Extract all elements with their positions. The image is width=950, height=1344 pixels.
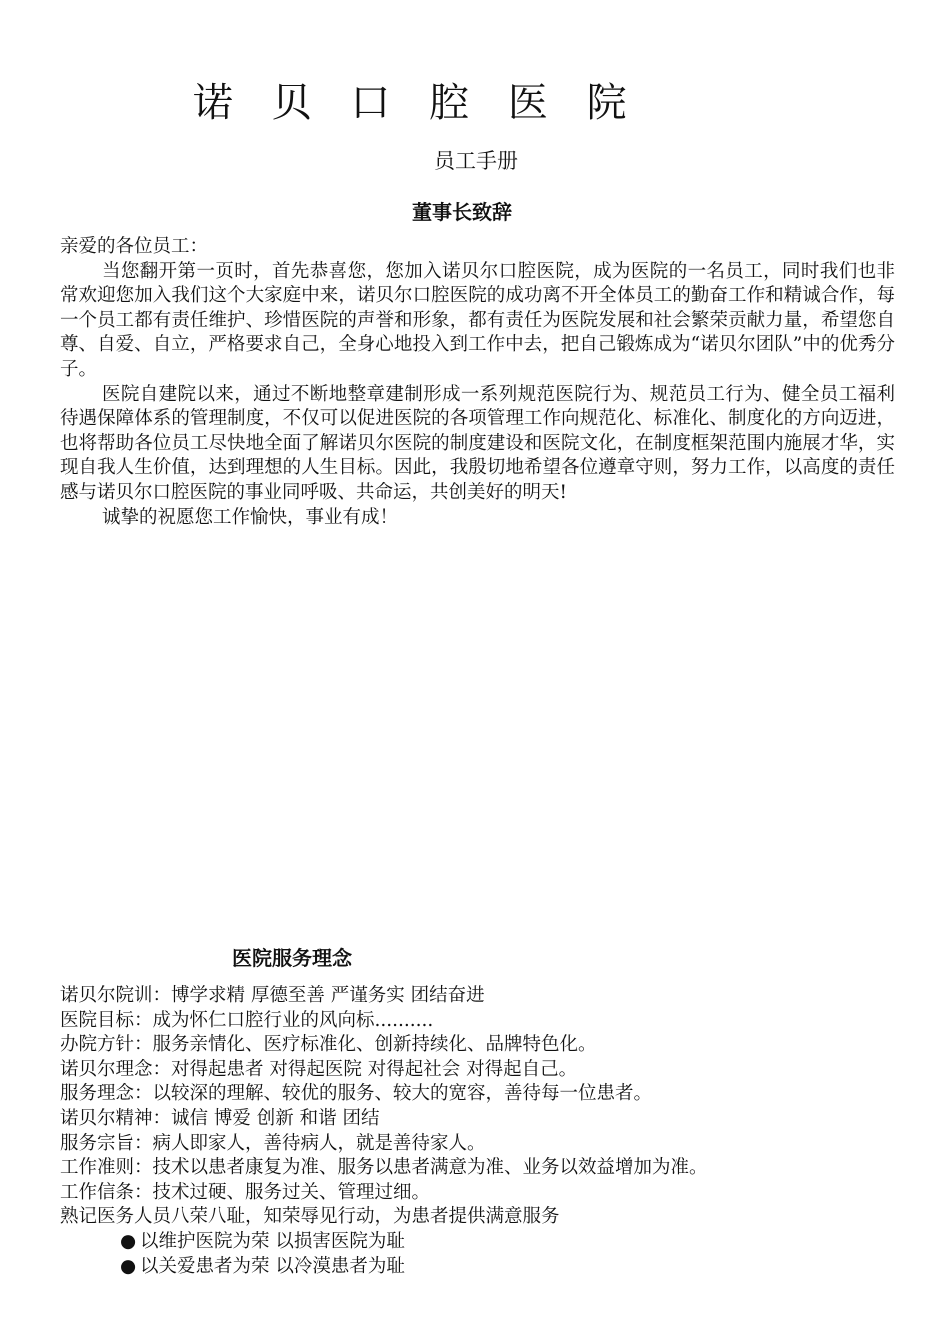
bullet-text: 以关爱患者为荣 以冷漠患者为耻	[140, 1255, 405, 1277]
page-subtitle	[0, 146, 950, 176]
bullet-item	[60, 1255, 920, 1280]
bullet-text: 以维护医院为荣 以损害医院为耻	[140, 1230, 405, 1252]
chairman-letter	[60, 235, 895, 530]
bullet-icon: ●	[120, 1230, 137, 1252]
subtitle-text: 员工手册	[434, 149, 518, 173]
list-item: 诺贝尔理念：对得起患者 对得起医院 对得起社会 对得起自己。	[60, 1058, 578, 1080]
service-philosophy-list	[60, 984, 920, 1279]
list-item: 工作信条：技术过硬、服务过关、管理过细。	[60, 1181, 431, 1203]
list-item: 工作准则：技术以患者康复为准、服务以患者满意为准、业务以效益增加为准。	[60, 1157, 708, 1179]
page-title: 诺 贝 口 腔 医 院	[193, 80, 640, 126]
chairman-address-heading: 董事长致辞	[412, 200, 512, 224]
list-item: 熟记医务人员八荣八耻，知荣辱见行动，为患者提供满意服务	[60, 1206, 560, 1228]
service-philosophy-heading: 医院服务理念	[232, 946, 352, 970]
letter-closing: 诚挚的祝愿您工作愉快，事业有成！	[102, 506, 399, 528]
bullet-item	[60, 1230, 920, 1255]
list-item: 诺贝尔精神：诚信 博爱 创新 和谐 团结	[60, 1107, 380, 1129]
bullet-icon: ●	[120, 1255, 137, 1277]
list-item: 诺贝尔院训：博学求精 厚德至善 严谨务实 团结奋进	[60, 985, 485, 1006]
list-item: 服务宗旨：病人即家人，善待病人，就是善待家人。	[60, 1132, 486, 1154]
letter-paragraph: 当您翻开第一页时，首先恭喜您，您加入诺贝尔口腔医院，成为医院的一名员工，同时我们也非常欢迎您加入我们这个大家庭中来，诺贝尔口腔医院的成功离不开全体员工的勤奋工作和精诚合作，每一个员工都有责任维护、珍惜医院的声誉和形象，都有责任为医院发展和社会繁荣贡献力量，希望您自尊、自爱、自立，严格要求自己，全身心地投入到工作中去，把自己锻炼成为“诺贝尔团队”中的优秀分子。	[60, 260, 895, 380]
letter-greeting: 亲爱的各位员工：	[60, 236, 209, 257]
list-item: 医院目标：成为怀仁口腔行业的风向标..........	[60, 1009, 434, 1031]
letter-paragraph: 医院自建院以来，通过不断地整章建制形成一系列规范医院行为、规范员工行为、健全员工福利待遇保障体系的管理制度，不仅可以促进医院的各项管理工作向规范化、标准化、制度化的方向迈进，也将帮助各位员工尽快地全面了解诺贝尔医院的制度建设和医院文化，在制度框架范围内施展才华，实现自我人生价值，达到理想的人生目标。因此，我殷切地希望各位遵章守则，努力工作，以高度的责任感与诺贝尔口腔医院的事业同呼吸、共命运，共创美好的明天!	[60, 383, 895, 503]
list-item: 服务理念：以较深的理解、较优的服务、较大的宽容，善待每一位患者。	[60, 1083, 653, 1105]
list-item: 办院方针：服务亲情化、医疗标准化、创新持续化、品牌特色化。	[60, 1034, 597, 1056]
